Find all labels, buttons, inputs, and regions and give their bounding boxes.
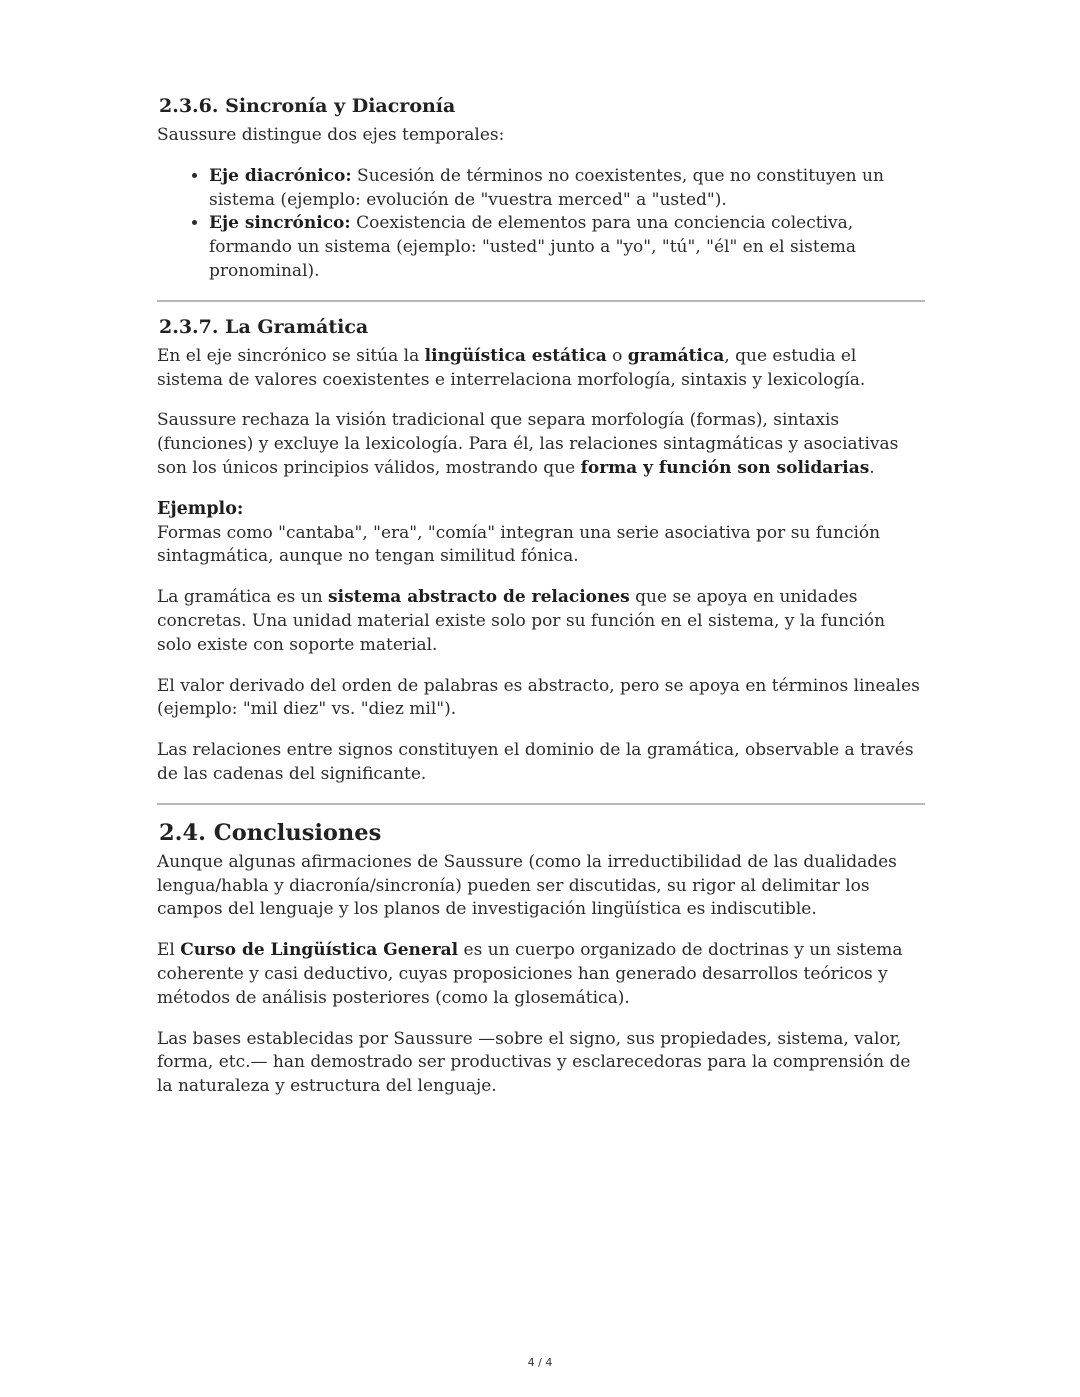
section-divider: [157, 803, 925, 805]
grammar-paragraph-3: La gramática es un sistema abstracto de relaciones que se apoya en unidades concretas. Una unidad material existe solo por su función en el sistema, y la función solo existe con soporte material.: [157, 587, 886, 655]
section-heading-2-4: 2.4. Conclusiones: [159, 819, 382, 846]
grammar-paragraph-2: Saussure rechaza la visión tradicional que separa morfología (formas), sintaxis (funciones) y excluye la lexicología. Para él, las relaciones sintagmáticas y asociativas son los únicos principios válidos, mostrando que forma y función son solidarias.: [157, 410, 899, 478]
list-item-diachronic: [209, 165, 925, 213]
term-label: Eje diacrónico:: [209, 165, 352, 186]
example-label: Ejemplo:: [157, 498, 244, 519]
term-text: Coexistencia de elementos para una conciencia colectiva, formando un sistema (ejemplo: "usted" junto a "yo", "tú", "él" en el sistema pronominal).: [209, 213, 857, 281]
list-item-synchronic: [209, 212, 925, 283]
grammar-paragraph-5: Las relaciones entre signos constituyen el dominio de la gramática, observable a través de las cadenas del significante.: [157, 740, 914, 784]
conclusions-paragraph-1: Aunque algunas afirmaciones de Saussure (como la irreductibilidad de las dualidades lengua/habla y diacronía/sincronía) pueden ser discutidas, su rigor al delimitar los campos del lenguaje y los planos de investigación lingüística es indiscutible.: [157, 851, 897, 920]
axes-list: [157, 165, 925, 284]
grammar-paragraph-1: En el eje sincrónico se sitúa la lingüística estática o gramática, que estudia el sistema de valores coexistentes e interrelaciona morfología, sintaxis y lexicología.: [157, 345, 866, 390]
grammar-paragraph-4: El valor derivado del orden de palabras es abstracto, pero se apoya en términos lineales (ejemplo: "mil diez" vs. "diez mil").: [157, 675, 920, 720]
example-paragraph: [157, 498, 925, 569]
section-divider: [157, 300, 925, 302]
conclusions-paragraph-2: El Curso de Lingüística General es un cuerpo organizado de doctrinas y un sistema coherente y casi deductivo, cuyas proposiciones han generado desarrollos teóricos y métodos de análisis posteriores (como la glosemática).: [157, 940, 903, 1008]
section-heading-2-3-7: 2.3.7. La Gramática: [159, 315, 369, 338]
term-label: Eje sincrónico:: [209, 213, 351, 234]
page-number: 4 / 4: [527, 1356, 553, 1369]
section-heading-2-3-6: 2.3.6. Sincronía y Diacronía: [159, 95, 456, 117]
document-page: [157, 92, 925, 1116]
intro-paragraph: Saussure distingue dos ejes temporales:: [157, 125, 505, 145]
term-text: Sucesión de términos no coexistentes, que no constituyen un sistema (ejemplo: evolución de "vuestra merced" a "usted").: [209, 165, 884, 210]
example-text: Formas como "cantaba", "era", "comía" integran una serie asociativa por su función sintagmática, aunque no tengan similitud fónica.: [157, 522, 881, 567]
conclusions-paragraph-3: Las bases establecidas por Saussure —sobre el signo, sus propiedades, sistema, valor, forma, etc.— han demostrado ser productivas y esclarecedoras para la comprensión de la naturaleza y estructura del lenguaje.: [157, 1028, 911, 1097]
